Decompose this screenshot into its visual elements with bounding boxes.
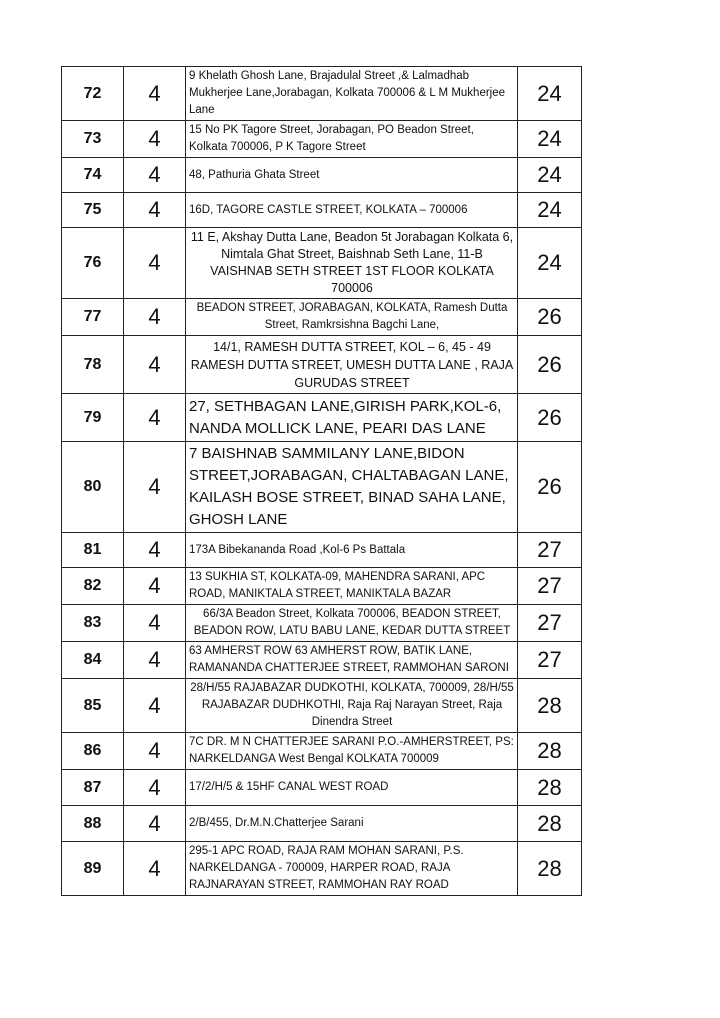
table-row bbox=[62, 605, 582, 642]
address-cell: 63 AMHERST ROW 63 AMHERST ROW, BATIK LANE, RAMANANDA CHATTERJEE STREET, RAMMOHAN SARONI bbox=[186, 642, 518, 679]
ward-number: 4 bbox=[124, 158, 186, 193]
page-number: 27 bbox=[518, 642, 582, 679]
page-number: 26 bbox=[518, 299, 582, 336]
ward-number: 4 bbox=[124, 733, 186, 770]
row-number: 83 bbox=[62, 605, 124, 642]
page-number: 24 bbox=[518, 228, 582, 299]
row-number: 79 bbox=[62, 394, 124, 442]
page-number: 28 bbox=[518, 733, 582, 770]
ward-number: 4 bbox=[124, 67, 186, 121]
page-number: 28 bbox=[518, 679, 582, 733]
address-cell: 27, SETHBAGAN LANE,GIRISH PARK,KOL-6, NANDA MOLLICK LANE, PEARI DAS LANE bbox=[186, 394, 518, 442]
page-number: 28 bbox=[518, 842, 582, 896]
row-number: 82 bbox=[62, 568, 124, 605]
address-cell: 9 Khelath Ghosh Lane, Brajadulal Street ,& Lalmadhab Mukherjee Lane,Jorabagan, Kolkata 700006 & L M Mukherjee Lane bbox=[186, 67, 518, 121]
ward-number: 4 bbox=[124, 842, 186, 896]
address-table bbox=[61, 66, 582, 896]
table-row bbox=[62, 228, 582, 299]
page-number: 27 bbox=[518, 605, 582, 642]
row-number: 89 bbox=[62, 842, 124, 896]
page-number: 24 bbox=[518, 158, 582, 193]
address-cell: 66/3A Beadon Street, Kolkata 700006, BEADON STREET, BEADON ROW, LATU BABU LANE, KEDAR DUTTA STREET bbox=[186, 605, 518, 642]
table-row bbox=[62, 67, 582, 121]
ward-number: 4 bbox=[124, 228, 186, 299]
page-number: 24 bbox=[518, 193, 582, 228]
ward-number: 4 bbox=[124, 442, 186, 533]
row-number: 86 bbox=[62, 733, 124, 770]
ward-number: 4 bbox=[124, 121, 186, 158]
row-number: 85 bbox=[62, 679, 124, 733]
page-number: 28 bbox=[518, 770, 582, 806]
address-cell: 28/H/55 RAJABAZAR DUDKOTHI, KOLKATA, 700009, 28/H/55 RAJABAZAR DUDHKOTHI, Raja Raj Narayan Street, Raja Dinendra Street bbox=[186, 679, 518, 733]
table-row bbox=[62, 770, 582, 806]
row-number: 72 bbox=[62, 67, 124, 121]
table-row bbox=[62, 642, 582, 679]
row-number: 74 bbox=[62, 158, 124, 193]
address-cell: 2/B/455, Dr.M.N.Chatterjee Sarani bbox=[186, 806, 518, 842]
page-number: 26 bbox=[518, 336, 582, 394]
address-cell: 48, Pathuria Ghata Street bbox=[186, 158, 518, 193]
ward-number: 4 bbox=[124, 299, 186, 336]
ward-number: 4 bbox=[124, 605, 186, 642]
table-row bbox=[62, 806, 582, 842]
table-row bbox=[62, 299, 582, 336]
row-number: 78 bbox=[62, 336, 124, 394]
page-number: 28 bbox=[518, 806, 582, 842]
row-number: 88 bbox=[62, 806, 124, 842]
address-cell: 11 E, Akshay Dutta Lane, Beadon 5t Jorabagan Kolkata 6, Nimtala Ghat Street, Baishnab Seth Lane, 11-B VAISHNAB SETH STREET 1ST FLOOR KOLKATA 700006 bbox=[186, 228, 518, 299]
address-cell: 173A Bibekananda Road ,Kol-6 Ps Battala bbox=[186, 533, 518, 568]
table-row bbox=[62, 679, 582, 733]
row-number: 87 bbox=[62, 770, 124, 806]
table-row bbox=[62, 442, 582, 533]
table-row bbox=[62, 336, 582, 394]
address-cell: 14/1, RAMESH DUTTA STREET, KOL – 6, 45 - 49 RAMESH DUTTA STREET, UMESH DUTTA LANE , RAJA GURUDAS STREET bbox=[186, 336, 518, 394]
page-number: 26 bbox=[518, 442, 582, 533]
table-row bbox=[62, 533, 582, 568]
address-cell: 17/2/H/5 & 15HF CANAL WEST ROAD bbox=[186, 770, 518, 806]
row-number: 80 bbox=[62, 442, 124, 533]
page-number: 27 bbox=[518, 568, 582, 605]
address-cell: BEADON STREET, JORABAGAN, KOLKATA, Ramesh Dutta Street, Ramkrsishna Bagchi Lane, bbox=[186, 299, 518, 336]
ward-number: 4 bbox=[124, 679, 186, 733]
row-number: 81 bbox=[62, 533, 124, 568]
row-number: 77 bbox=[62, 299, 124, 336]
row-number: 84 bbox=[62, 642, 124, 679]
address-cell: 13 SUKHIA ST, KOLKATA-09, MAHENDRA SARANI, APC ROAD, MANIKTALA STREET, MANIKTALA BAZAR bbox=[186, 568, 518, 605]
ward-number: 4 bbox=[124, 770, 186, 806]
ward-number: 4 bbox=[124, 394, 186, 442]
ward-number: 4 bbox=[124, 193, 186, 228]
table-row bbox=[62, 842, 582, 896]
table-row bbox=[62, 394, 582, 442]
ward-number: 4 bbox=[124, 806, 186, 842]
ward-number: 4 bbox=[124, 533, 186, 568]
row-number: 76 bbox=[62, 228, 124, 299]
address-cell: 295-1 APC ROAD, RAJA RAM MOHAN SARANI, P.S. NARKELDANGA - 700009, HARPER ROAD, RAJA RAJNARAYAN STREET, RAMMOHAN RAY ROAD bbox=[186, 842, 518, 896]
ward-number: 4 bbox=[124, 642, 186, 679]
page-number: 26 bbox=[518, 394, 582, 442]
page-number: 24 bbox=[518, 121, 582, 158]
ward-number: 4 bbox=[124, 568, 186, 605]
page-number: 27 bbox=[518, 533, 582, 568]
address-cell: 15 No PK Tagore Street, Jorabagan, PO Beadon Street, Kolkata 700006, P K Tagore Street bbox=[186, 121, 518, 158]
row-number: 75 bbox=[62, 193, 124, 228]
address-cell: 7C DR. M N CHATTERJEE SARANI P.O.-AMHERSTREET, PS: NARKELDANGA West Bengal KOLKATA 700009 bbox=[186, 733, 518, 770]
ward-number: 4 bbox=[124, 336, 186, 394]
table-row bbox=[62, 121, 582, 158]
table-row bbox=[62, 568, 582, 605]
address-cell: 7 BAISHNAB SAMMILANY LANE,BIDON STREET,JORABAGAN, CHALTABAGAN LANE, KAILASH BOSE STREET, BINAD SAHA LANE, GHOSH LANE bbox=[186, 442, 518, 533]
table-row bbox=[62, 193, 582, 228]
row-number: 73 bbox=[62, 121, 124, 158]
table-row bbox=[62, 158, 582, 193]
page-number: 24 bbox=[518, 67, 582, 121]
table-row bbox=[62, 733, 582, 770]
address-cell: 16D, TAGORE CASTLE STREET, KOLKATA – 700006 bbox=[186, 193, 518, 228]
